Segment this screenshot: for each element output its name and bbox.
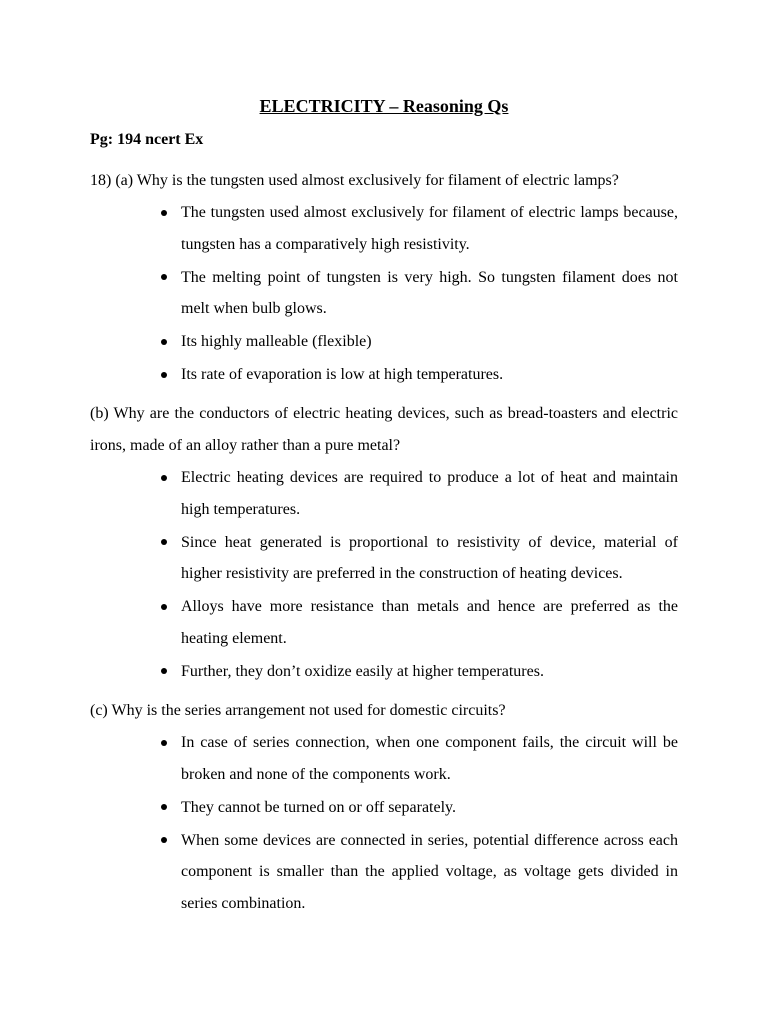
answer-text: Since heat generated is proportional to resistivity of device, material of higher resistivity are preferred in the construction of heating devices.	[181, 533, 678, 582]
bullet-icon	[161, 604, 167, 610]
answer-text: The melting point of tungsten is very high. So tungsten filament does not melt when bulb glows.	[181, 268, 678, 317]
question-a: 18) (a) Why is the tungsten used almost exclusively for filament of electric lamps?	[90, 172, 619, 189]
answer-text: Further, they don’t oxidize easily at higher temperatures.	[181, 662, 544, 680]
answer-item	[181, 197, 678, 260]
bullet-icon	[161, 668, 167, 674]
bullet-icon	[161, 339, 167, 345]
answer-item	[181, 792, 678, 824]
bullet-icon	[161, 210, 167, 216]
answer-item	[181, 326, 678, 358]
bullet-icon	[161, 274, 167, 280]
bullet-icon	[161, 475, 167, 481]
page-title: ELECTRICITY – Reasoning Qs	[259, 96, 509, 116]
answer-item	[181, 825, 678, 920]
answer-item	[181, 727, 678, 790]
answer-text: Electric heating devices are required to produce a lot of heat and maintain high temperatures.	[181, 469, 678, 518]
question-c: (c) Why is the series arrangement not used for domestic circuits?	[90, 702, 506, 719]
bullet-icon	[161, 539, 167, 545]
answer-item	[181, 359, 678, 391]
bullet-icon	[161, 804, 167, 810]
answer-text: When some devices are connected in series, potential difference across each component is smaller than the applied voltage, as voltage gets divided in series combination.	[181, 831, 678, 912]
answer-list-a	[181, 197, 678, 392]
answer-text: In case of series connection, when one component fails, the circuit will be broken and none of the components work.	[181, 734, 678, 783]
answer-item	[181, 591, 678, 654]
answer-text: The tungsten used almost exclusively for filament of electric lamps because, tungsten has a comparatively high resistivity.	[181, 204, 678, 253]
bullet-icon	[161, 740, 167, 746]
answer-item	[181, 527, 678, 590]
answer-text: Its rate of evaporation is low at high temperatures.	[181, 366, 504, 383]
answer-item	[181, 462, 678, 525]
bullet-icon	[161, 372, 167, 378]
answer-text: Alloys have more resistance than metals and hence are preferred as the heating element.	[181, 598, 678, 647]
answer-list-b	[181, 462, 678, 689]
page-reference: Pg: 194 ncert Ex	[90, 131, 204, 148]
answer-text: Its highly malleable (flexible)	[181, 333, 372, 350]
question-b: (b) Why are the conductors of electric heating devices, such as bread-toasters and electric irons, made of an alloy rather than a pure metal?	[90, 405, 678, 454]
answer-text: They cannot be turned on or off separately.	[181, 798, 457, 816]
answer-item	[181, 656, 678, 688]
answer-item	[181, 262, 678, 325]
bullet-icon	[161, 837, 167, 843]
answer-list-c	[181, 727, 678, 921]
